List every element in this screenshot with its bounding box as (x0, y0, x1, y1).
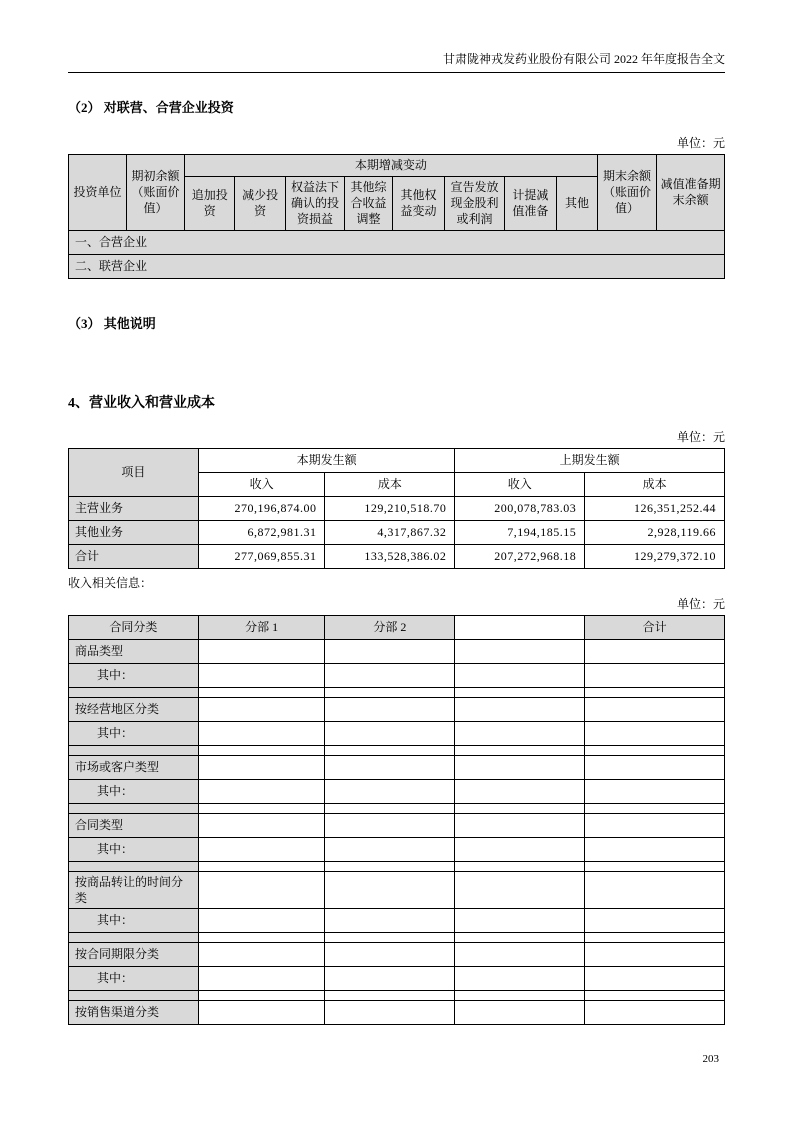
empty-cell (198, 755, 325, 779)
page-number: 203 (702, 1052, 719, 1065)
unit-label-1: 单位：元 (676, 136, 725, 150)
investment-table (68, 154, 725, 279)
empty-cell (198, 942, 325, 966)
col-header-contract-class: 合同分类 (69, 615, 199, 639)
value-cell: 133,528,386.02 (325, 544, 455, 568)
contract-category-cell: 商品类型 (69, 639, 199, 663)
col-header-investee: 投资单位 (69, 155, 127, 231)
col-header-segment-2: 分部 2 (325, 615, 455, 639)
empty-cell (455, 990, 585, 1000)
empty-cell (455, 697, 585, 721)
empty-cell (325, 813, 455, 837)
empty-cell (198, 697, 325, 721)
empty-cell (455, 1000, 585, 1024)
empty-cell (325, 837, 455, 861)
contract-row-including (69, 908, 725, 932)
empty-cell (325, 942, 455, 966)
contract-spacer-row (69, 861, 725, 871)
contract-category-cell: 按销售渠道分类 (69, 1000, 199, 1024)
col-header-other: 其他 (557, 177, 598, 231)
empty-cell (585, 871, 725, 908)
investment-row-associates (69, 254, 725, 278)
value-cell: 7,194,185.15 (455, 520, 585, 544)
revenue-table (68, 448, 725, 569)
empty-cell (585, 813, 725, 837)
revenue-row-main-business (69, 496, 725, 520)
value-cell: 2,928,119.66 (585, 520, 725, 544)
empty-cell (585, 837, 725, 861)
empty-cell (325, 871, 455, 908)
empty-cell (585, 908, 725, 932)
contract-row-including (69, 721, 725, 745)
contract-row-including (69, 663, 725, 687)
revenue-header-row-1 (69, 448, 725, 472)
empty-cell (455, 663, 585, 687)
contract-category-cell: 按经营地区分类 (69, 697, 199, 721)
contract-category-cell: 按商品转让的时间分类 (69, 871, 199, 908)
contract-header-row (69, 615, 725, 639)
contract-row-region (69, 697, 725, 721)
empty-cell (325, 861, 455, 871)
contract-subrow-cell: 其中： (69, 837, 199, 861)
empty-cell (198, 932, 325, 942)
contract-spacer-cell (69, 745, 199, 755)
col-header-segment-1: 分部 1 (198, 615, 325, 639)
contract-category-cell: 市场或客户类型 (69, 755, 199, 779)
unit-label-3: 单位：元 (676, 596, 725, 611)
empty-cell (455, 745, 585, 755)
contract-row-contract-type (69, 813, 725, 837)
value-cell: 207,272,968.18 (455, 544, 585, 568)
row-label: 其他业务 (69, 520, 199, 544)
empty-cell (585, 663, 725, 687)
report-title: 甘肃陇神戎发药业股份有限公司 2022 年年度报告全文 (442, 52, 725, 66)
investment-row-joint-ventures (69, 230, 725, 254)
empty-cell (198, 779, 325, 803)
empty-cell (455, 803, 585, 813)
contract-row-including (69, 837, 725, 861)
empty-cell (325, 639, 455, 663)
value-cell: 277,069,855.31 (198, 544, 325, 568)
empty-cell (585, 1000, 725, 1024)
empty-cell (455, 861, 585, 871)
empty-cell (585, 990, 725, 1000)
contract-row-including (69, 966, 725, 990)
contract-spacer-cell (69, 990, 199, 1000)
empty-cell (325, 966, 455, 990)
contract-category-cell: 合同类型 (69, 813, 199, 837)
empty-cell (198, 871, 325, 908)
empty-cell (325, 755, 455, 779)
empty-cell (455, 813, 585, 837)
empty-cell (455, 966, 585, 990)
empty-cell (455, 837, 585, 861)
col-header-impairment-closing: 减值准备期末余额 (657, 155, 725, 231)
contract-row-contract-term (69, 942, 725, 966)
empty-cell (455, 932, 585, 942)
section4-heading: 4、营业收入和营业成本 (68, 395, 215, 411)
empty-cell (455, 721, 585, 745)
empty-cell (455, 779, 585, 803)
empty-cell (325, 779, 455, 803)
row-label-joint-ventures: 一、合营企业 (69, 230, 725, 254)
revenue-row-total (69, 544, 725, 568)
empty-cell (455, 908, 585, 932)
empty-cell (585, 687, 725, 697)
contract-spacer-cell (69, 687, 199, 697)
col-header-total: 合计 (585, 615, 725, 639)
empty-cell (585, 803, 725, 813)
col-header-blank (455, 615, 585, 639)
empty-cell (325, 721, 455, 745)
value-cell: 126,351,252.44 (585, 496, 725, 520)
contract-category-cell: 按合同期限分类 (69, 942, 199, 966)
contract-spacer-row (69, 803, 725, 813)
empty-cell (325, 745, 455, 755)
empty-cell (585, 932, 725, 942)
empty-cell (455, 942, 585, 966)
empty-cell (585, 745, 725, 755)
contract-subrow-cell: 其中： (69, 721, 199, 745)
col-header-oci-adjustment: 其他综合收益调整 (345, 177, 393, 231)
value-cell: 4,317,867.32 (325, 520, 455, 544)
value-cell: 6,872,981.31 (198, 520, 325, 544)
empty-cell (325, 803, 455, 813)
contract-spacer-cell (69, 803, 199, 813)
empty-cell (198, 990, 325, 1000)
contract-classification-table (68, 615, 725, 1025)
col-header-reduced-investment: 减少投资 (235, 177, 285, 231)
empty-cell (325, 908, 455, 932)
value-cell: 129,279,372.10 (585, 544, 725, 568)
contract-spacer-row (69, 932, 725, 942)
investment-header-row-1 (69, 155, 725, 177)
empty-cell (198, 803, 325, 813)
empty-cell (455, 755, 585, 779)
empty-cell (325, 932, 455, 942)
empty-cell (455, 871, 585, 908)
row-label-associates: 二、联营企业 (69, 254, 725, 278)
col-header-additional-investment: 追加投资 (185, 177, 235, 231)
contract-spacer-cell (69, 861, 199, 871)
col-header-current-period: 本期发生额 (198, 448, 454, 472)
empty-cell (585, 697, 725, 721)
col-header-change-group: 本期增减变动 (185, 155, 598, 177)
col-header-declared-dividends: 宣告发放现金股利或利润 (445, 177, 504, 231)
empty-cell (455, 687, 585, 697)
value-cell: 200,078,783.03 (455, 496, 585, 520)
empty-cell (455, 639, 585, 663)
empty-cell (325, 1000, 455, 1024)
empty-cell (585, 721, 725, 745)
contract-row-sales-channel (69, 1000, 725, 1024)
contract-subrow-cell: 其中： (69, 779, 199, 803)
contract-row-including (69, 779, 725, 803)
revenue-row-other-business (69, 520, 725, 544)
col-header-closing-balance: 期末余额（账面价值） (597, 155, 656, 231)
empty-cell (198, 663, 325, 687)
row-label: 主营业务 (69, 496, 199, 520)
empty-cell (198, 908, 325, 932)
col-header-cost-prior: 成本 (585, 472, 725, 496)
empty-cell (585, 639, 725, 663)
empty-cell (585, 966, 725, 990)
col-header-income-prior: 收入 (455, 472, 585, 496)
empty-cell (198, 687, 325, 697)
contract-spacer-cell (69, 932, 199, 942)
contract-row-goods-type (69, 639, 725, 663)
empty-cell (198, 861, 325, 871)
contract-spacer-row (69, 990, 725, 1000)
col-header-income-current: 收入 (198, 472, 325, 496)
empty-cell (585, 942, 725, 966)
empty-cell (198, 966, 325, 990)
empty-cell (585, 779, 725, 803)
col-header-item: 项目 (69, 448, 199, 496)
empty-cell (325, 663, 455, 687)
row-label: 合计 (69, 544, 199, 568)
section2-heading: （2） 对联营、合营企业投资 (68, 100, 234, 115)
value-cell: 129,210,518.70 (325, 496, 455, 520)
col-header-cost-current: 成本 (325, 472, 455, 496)
empty-cell (198, 813, 325, 837)
empty-cell (198, 721, 325, 745)
contract-spacer-row (69, 687, 725, 697)
contract-spacer-row (69, 745, 725, 755)
contract-row-market-customer (69, 755, 725, 779)
contract-row-transfer-timing (69, 871, 725, 908)
empty-cell (325, 990, 455, 1000)
col-header-other-equity-change: 其他权益变动 (392, 177, 444, 231)
value-cell: 270,196,874.00 (198, 496, 325, 520)
empty-cell (198, 1000, 325, 1024)
col-header-opening-balance: 期初余额（账面价值） (127, 155, 185, 231)
empty-cell (198, 745, 325, 755)
empty-cell (585, 755, 725, 779)
income-info-note: 收入相关信息： (68, 575, 153, 590)
col-header-prior-period: 上期发生额 (455, 448, 725, 472)
empty-cell (325, 697, 455, 721)
contract-subrow-cell: 其中： (69, 663, 199, 687)
empty-cell (198, 837, 325, 861)
col-header-impairment-provision: 计提减值准备 (504, 177, 556, 231)
section3-heading: （3） 其他说明 (68, 315, 156, 331)
contract-subrow-cell: 其中： (69, 908, 199, 932)
col-header-equity-method-pl: 权益法下确认的投资损益 (285, 177, 344, 231)
empty-cell (198, 639, 325, 663)
unit-label-2: 单位：元 (676, 429, 725, 444)
empty-cell (325, 687, 455, 697)
empty-cell (585, 861, 725, 871)
contract-subrow-cell: 其中： (69, 966, 199, 990)
page-header (68, 50, 725, 73)
